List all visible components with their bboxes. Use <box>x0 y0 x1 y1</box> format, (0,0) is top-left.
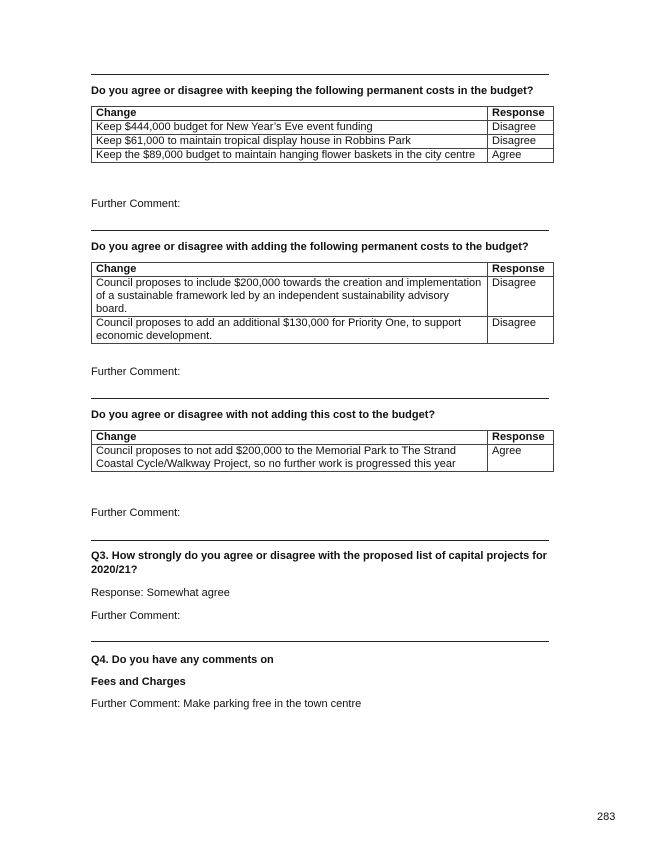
table-header-row <box>92 263 554 277</box>
change-header: Change <box>92 107 488 121</box>
change-cell: Council proposes to include $200,000 towards the creation and implementation of a sustainable framework led by an independent sustainability advisory board. <box>92 277 488 317</box>
response-header: Response <box>488 431 554 445</box>
response-cell: Agree <box>488 445 554 472</box>
question-add-costs: Do you agree or disagree with adding the following permanent costs to the budget? <box>91 241 529 253</box>
table-row <box>92 149 554 163</box>
divider-line <box>91 641 549 642</box>
response-cell: Disagree <box>488 121 554 135</box>
fees-and-charges-heading: Fees and Charges <box>91 676 186 688</box>
question-q4: Q4. Do you have any comments on <box>91 654 274 666</box>
divider-line <box>91 230 549 231</box>
question-keep-costs: Do you agree or disagree with keeping the following permanent costs in the budget? <box>91 85 534 97</box>
table-row <box>92 135 554 149</box>
change-cell: Council proposes to add an additional $130,000 for Priority One, to support economic development. <box>92 317 488 344</box>
response-cell: Disagree <box>488 317 554 344</box>
table-header-row <box>92 107 554 121</box>
change-cell: Keep the $89,000 budget to maintain hanging flower baskets in the city centre <box>92 149 488 163</box>
add-costs-table <box>91 262 554 344</box>
table-row <box>92 277 554 317</box>
change-cell: Council proposes to not add $200,000 to the Memorial Park to The Strand Coastal Cycle/Walkway Project, so no further work is progressed this year <box>92 445 488 472</box>
q3-response: Response: Somewhat agree <box>91 587 230 599</box>
further-comment-text: Further Comment: Make parking free in the town centre <box>91 698 362 710</box>
change-header: Change <box>92 263 488 277</box>
response-cell: Disagree <box>488 135 554 149</box>
not-add-cost-table <box>91 430 554 472</box>
table-header-row <box>92 431 554 445</box>
change-cell: Keep $444,000 budget for New Year’s Eve event funding <box>92 121 488 135</box>
divider-line <box>91 540 549 541</box>
page-number: 283 <box>597 811 616 823</box>
question-q3: Q3. How strongly do you agree or disagree with the proposed list of capital projects for 2020/21? <box>91 550 547 576</box>
further-comment-label: Further Comment: <box>91 366 181 378</box>
table-row <box>92 121 554 135</box>
response-header: Response <box>488 107 554 121</box>
further-comment-label: Further Comment: <box>91 198 181 210</box>
divider-line <box>91 74 549 75</box>
divider-line <box>91 398 549 399</box>
response-cell: Agree <box>488 149 554 163</box>
change-header: Change <box>92 431 488 445</box>
table-row <box>92 317 554 344</box>
response-cell: Disagree <box>488 277 554 317</box>
change-cell: Keep $61,000 to maintain tropical display house in Robbins Park <box>92 135 488 149</box>
response-header: Response <box>488 263 554 277</box>
table-row <box>92 445 554 472</box>
keep-costs-table <box>91 106 554 163</box>
further-comment-label: Further Comment: <box>91 610 181 622</box>
question-not-add-cost: Do you agree or disagree with not adding this cost to the budget? <box>91 409 436 421</box>
further-comment-label: Further Comment: <box>91 507 181 519</box>
